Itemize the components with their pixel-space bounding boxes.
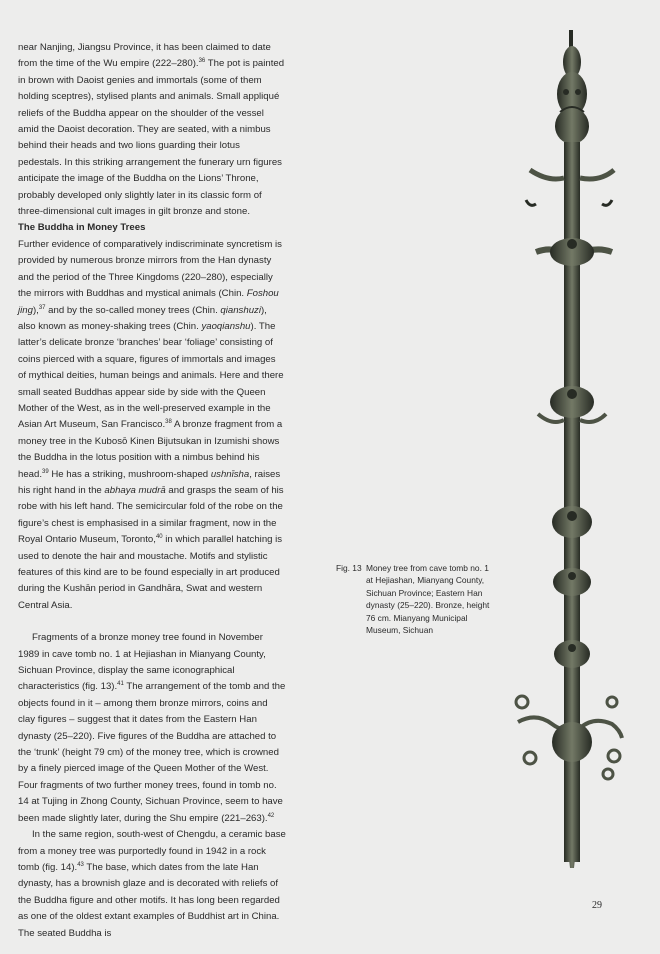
paragraph-2: Further evidence of comparatively indiscriminate syncretism is provided by numerous bronze mirrors from the Han dynasty and the period of the Three Kingdoms (220–280), especially the mirrors with Buddhas and mystical animals (Chin. Foshou jing),$^{37}$ and by the so-called money trees (Chin. qianshuzi), also known as money-shaking trees (Chin. yaoqianshu). The latter’s delicate bronze ‘branches’ bear ‘foliage’ consisting of coins pierced with a square, figures of immortals and images of mythical deities, human beings and animals. Here and there small seated Buddhas appear side by side with the Queen Mother of the West, as in the well-preserved example in the Asian Art Museum, San Francisco.$^{38}$ A bronze fragment from a money tree in the Kubosō Kinen Bijutsukan in Izumishi shows the Buddha in the lotus position with a nimbus behind his head.$^{39}$ He has a striking, mushroom-shaped ushnīsha, raises his right hand in the abhaya mudrā and grasps the seam of his robe with his left hand. The semicircular fold of the robe on the figure’s chest is emphasised in a similar fragment, now in the Royal Ontario Museum, Toronto,$^{40}$ in which parallel hatching is used to denote the hair and moustache. Motifs and stylistic features of this kind are to be found especially in art produced during the Kushān period in Gandhāra, Swat and western Central Asia. (18, 238, 284, 611)
body-text-column (18, 40, 286, 942)
paragraph-3: Fragments of a bronze money tree found in November 1989 in cave tomb no. 1 at Hejiashan in Mianyang County, Sichuan Province, display the same iconographical characteristics (fig. 13).$^{41}$ The arrangement of the tomb and the objects found in it – among them bronze mirrors, coins and clay figures – suggest that it dates from the Eastern Han dynasty (25–220). Five figures of the Buddha are attached to the ‘trunk’ (height 79 cm) of the money tree, which is crowned by a finely pierced image of the Queen Mother of the West. Four fragments of two further money trees, found in tomb no. 14 at Tujing in Zhong County, Sichuan Province, seem to have been made slightly later, during the Shu empire (221–263).$^{42}$ (18, 632, 286, 824)
buddha-figure (550, 238, 594, 266)
footnote-ref: 38 (165, 419, 172, 426)
footnote-ref: 36 (198, 58, 206, 65)
buddha-figure (552, 506, 592, 538)
footnote-ref: 43 (77, 861, 84, 868)
money-tree-photo (508, 22, 628, 872)
buddha-figure (538, 386, 606, 422)
footnote-ref: 42 (267, 812, 275, 819)
footnote-ref: 37 (38, 304, 46, 311)
figure-label: Fig. 13 (336, 563, 362, 573)
caption-text: Money tree from cave tomb no. 1 at Hejiashan, Mianyang County, Sichuan Province; Eastern Han dynasty (25–220). Bronze, height 76 cm. Mianyang Municipal Museum, Sichuan (366, 563, 490, 636)
paragraph-1: near Nanjing, Jiangsu Province, it has been claimed to date from the time of the Wu empire (222–280).$^{36}$ The pot is painted in brown with Daoist genies and immortals (some of them holding sceptres), stylised plants and animals. Small appliqué reliefs of the Buddha appear on the shoulder of the vessel amid the Daoist decoration. They are seated, with a nimbus behind their heads and two lions guarding their lotus pedestals. In this striking arrangement the funerary urn figures anticipate the image of the Buddha on the Lions’ Throne, probably developed only slightly later in its classic form of three-dimensional cult images in gilt bronze and stone. (18, 42, 285, 218)
figure-caption (336, 562, 496, 636)
footnote-ref: 40 (155, 534, 163, 540)
footnote-ref: 41 (117, 681, 124, 688)
buddha-figure (554, 640, 590, 668)
section-heading: The Buddha in Money Trees (18, 222, 146, 234)
tree-finial (555, 30, 589, 144)
paragraph-4: In the same region, south-west of Chengdu, a ceramic base from a money tree was purportedly found in 1942 in a rock tomb (fig. 14).$^{43}$ The base, which dates from the late Han dynasty, has a brownish glaze and is decorated with reliefs of the Buddha figure and other motifs. It has long been regarded as one of the oldest extant examples of Buddhist art in China. The seated Buddha is (18, 829, 286, 939)
page-number: 29 (592, 900, 602, 911)
footnote-ref: 39 (42, 468, 49, 475)
buddha-figure (553, 568, 591, 596)
